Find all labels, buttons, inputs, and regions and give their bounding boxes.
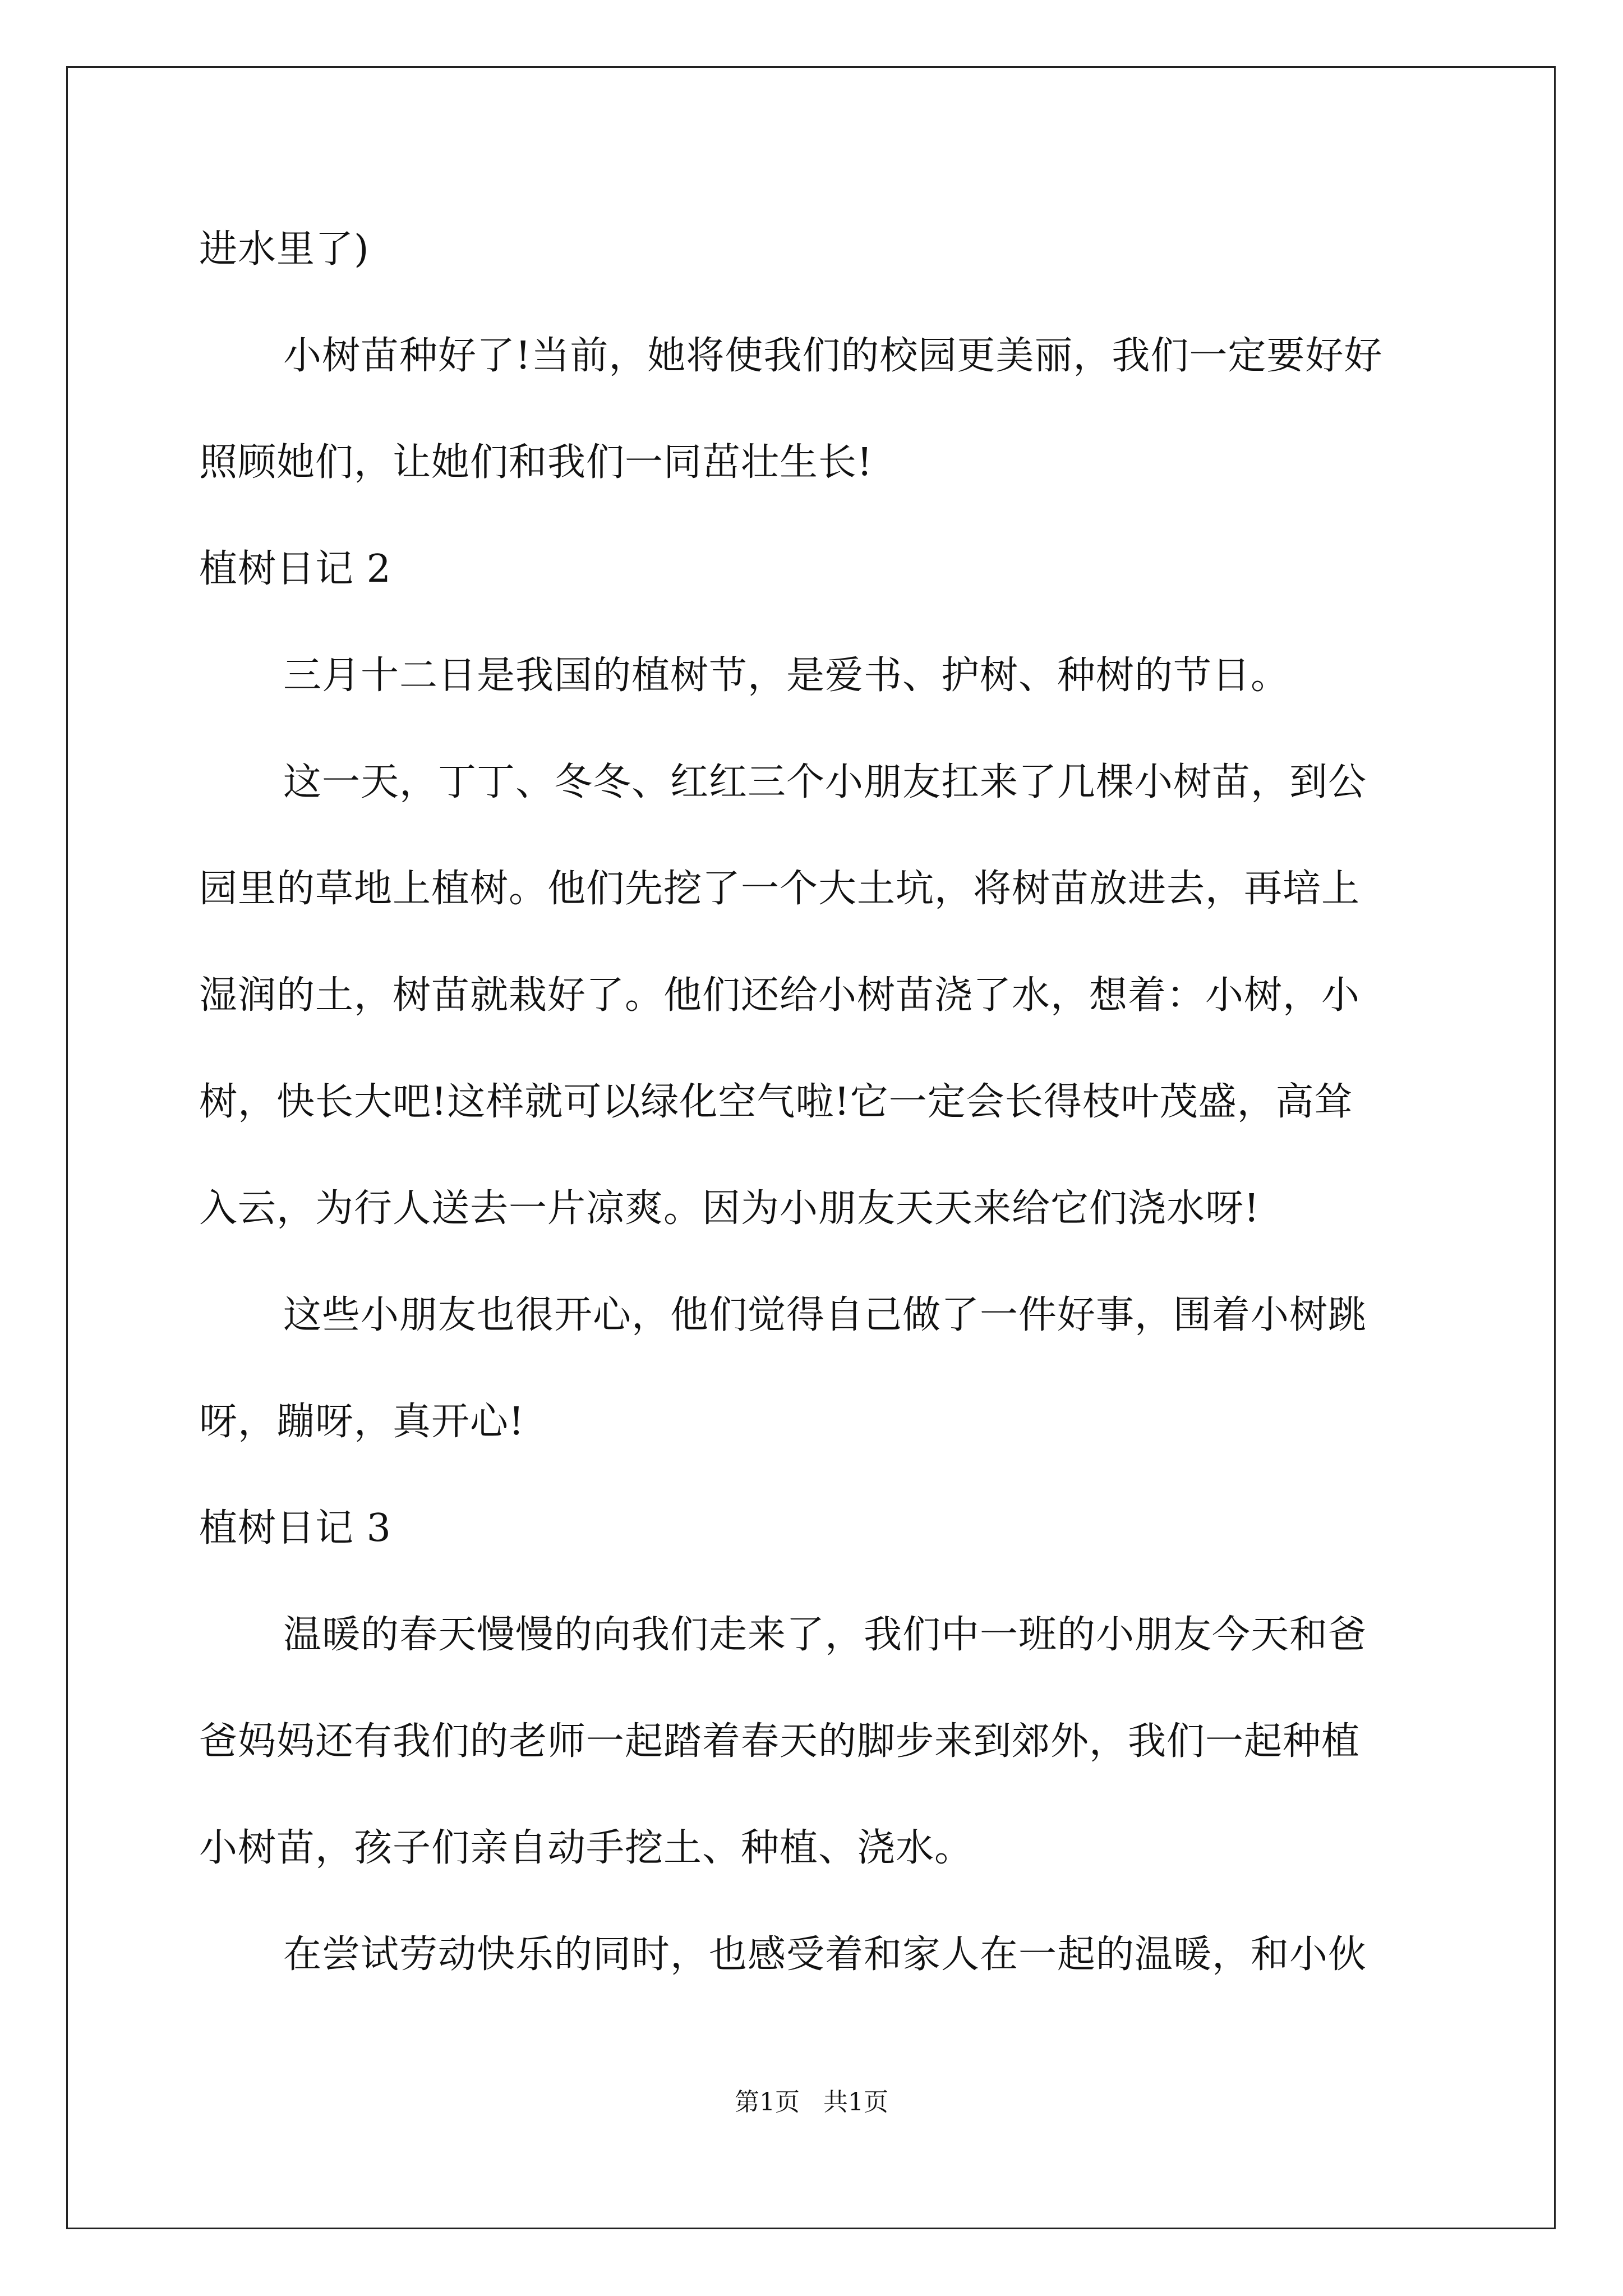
text-line: 这些小朋友也很开心，他们觉得自己做了一件好事，围着小树跳	[283, 1293, 1367, 1337]
text-line: 呀，蹦呀，真开心!	[199, 1400, 525, 1444]
text-line: 进水里了)	[199, 227, 370, 272]
section-heading: 植树日记 3	[199, 1506, 391, 1550]
text-line: 树，快长大吧!这样就可以绿化空气啦!它一定会长得枝叶茂盛，高耸	[199, 1080, 1353, 1124]
text-line: 温暖的春天慢慢的向我们走来了，我们中一班的小朋友今天和爸	[283, 1613, 1367, 1657]
page-border	[66, 66, 1556, 2229]
text-line: 入云，为行人送去一片凉爽。因为小朋友天天来给它们浇水呀!	[199, 1186, 1260, 1231]
text-line: 在尝试劳动快乐的同时，也感受着和家人在一起的温暖，和小伙	[283, 1932, 1367, 1977]
text-line: 爸妈妈还有我们的老师一起踏着春天的脚步来到郊外，我们一起种植	[199, 1719, 1361, 1764]
section-heading: 植树日记 2	[199, 547, 391, 591]
text-line: 园里的草地上植树。他们先挖了一个大土坑，将树苗放进去，再培上	[199, 867, 1361, 911]
text-line: 湿润的土，树苗就栽好了。他们还给小树苗浇了水，想着：小树，小	[199, 973, 1361, 1018]
text-line: 这一天，丁丁、冬冬、红红三个小朋友扛来了几棵小树苗，到公	[283, 760, 1367, 804]
page-footer: 第1页 共1页	[735, 2088, 888, 2116]
text-line: 照顾她们，让她们和我们一同茁壮生长!	[199, 440, 873, 485]
text-line: 三月十二日是我国的植树节，是爱书、护树、种树的节日。	[283, 654, 1290, 698]
text-line: 小树苗种好了!当前，她将使我们的校园更美丽，我们一定要好好	[283, 334, 1383, 378]
text-line: 小树苗，孩子们亲自动手挖土、种植、浇水。	[199, 1826, 974, 1870]
